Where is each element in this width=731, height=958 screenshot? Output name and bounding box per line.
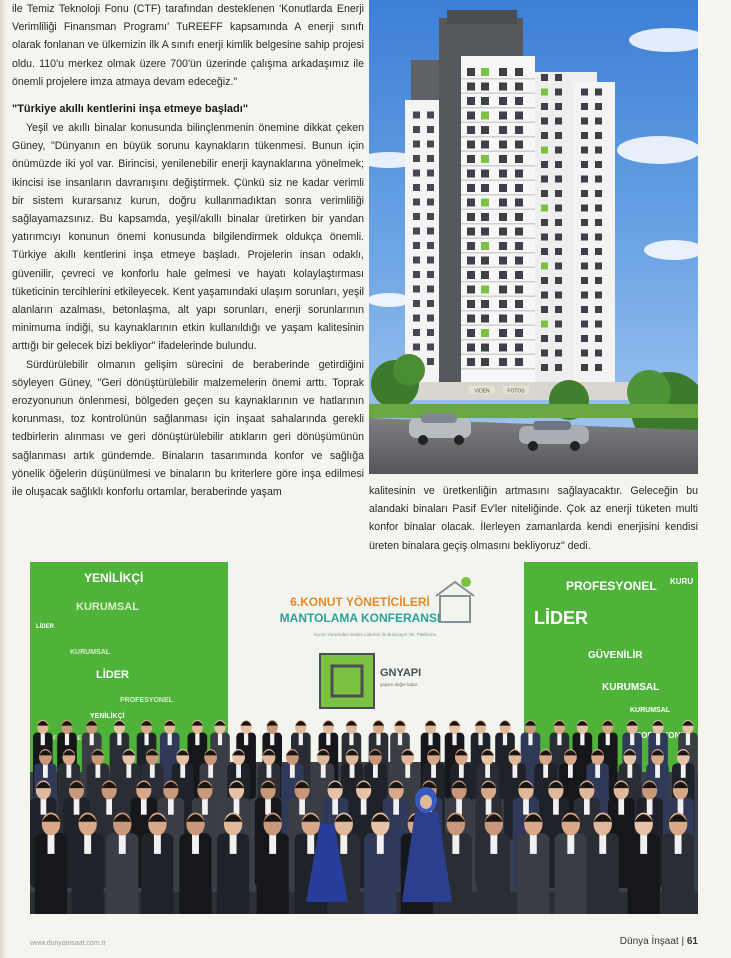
backdrop-word: LİDER: [96, 669, 129, 681]
sign-right: FOTOS: [507, 388, 525, 395]
backdrop-word: YENİLİKÇİ: [84, 571, 144, 585]
backdrop-word: KURUMSAL: [70, 649, 111, 656]
sponsor-tagline: yaşam değer katar: [380, 682, 418, 687]
footer-website: www.dunyainsaat.com.tr: [30, 940, 106, 947]
backdrop-word: PROFESYONEL: [566, 579, 657, 593]
backdrop-word: YENİLİKÇİ: [90, 713, 125, 720]
conference-group-illustration: [30, 562, 698, 914]
binding-shadow: [0, 0, 6, 958]
footer-magazine-name: Dünya İnşaat: [619, 936, 679, 947]
backdrop-word: LİDER: [36, 624, 54, 630]
paragraph-3: Sürdürülebilir olmanın gelişim sürecini de beraberinde getirdiğini söyleyen Güney, "Geri dönüştürülebilir malzemelerin önemi arttı. Toprak erozyonunun önlenmesi, bölgeden geçen su kaynaklarının ve hatlarının korunması, toz kontrolünün sağlanması için inşaat sahalarında gerekli tedbirlerin alınması ve geri dönüştürülebilir atıkların geri dönüşümünün sağlanması artık gündemde. Binaların tasarımında konfor ve sağlığa yönelik öğelerin düşünülmesi ve binaların bu kriterlere göre inşa edilmesi ile oluşacak sağlıklı konforlu ortamlar, beraberinde yaşam: [12, 358, 364, 499]
paragraph-1: ile Temiz Teknoloji Fonu (CTF) tarafından desteklenen 'Konutlarda Enerji Verimliliği Finansman Programı' TuREEFF kapsamında A enerji sınıfı olarak fonlanan ve ülkemizin ilk A sınıfı enerji kimlik belgesine sahip projesi oldu. 110'u merkez olmak üzere 700'ün üzerinde çalışma arkadaşımız ile önemli projelere imza atmaya devam edeceğiz.": [12, 3, 364, 88]
backdrop-word: KURUMSAL: [76, 601, 139, 613]
paragraph-4: kalitesinin ve üretkenliğin artmasını sağlayacaktır. Geleceğin bu alandaki binaları Pasif Ev'ler niteliğinde. Çok az enerji tüketen multi konfor binalar olacak. İlerleyen zamanlarda kendi enerjisini kendisi üreten binalara geçiş olmasını bekliyoruz" dedi.: [369, 485, 698, 552]
banner-title-line2: MANTOLAMA KONFERANSI: [279, 611, 441, 625]
banner-title-line1: 6.KONUT YÖNETİCİLERİ: [290, 595, 430, 609]
building-illustration: [369, 0, 698, 474]
article-subheading: "Türkiye akıllı kentlerini inşa etmeye başladı": [12, 103, 249, 116]
backdrop-word: KURU: [670, 577, 694, 586]
footer-page-info: Dünya İnşaat | 61: [619, 936, 698, 947]
building-photo: [369, 0, 698, 474]
backdrop-word: GÜVENİLİR: [588, 650, 643, 661]
sponsor-name: GNYAPI: [380, 667, 422, 679]
banner-subtitle: Konut Yöneticileri Sektör Liderleri ile Buluşuyor Tel. Platformu: [313, 632, 437, 637]
footer-page-number: 61: [686, 936, 698, 947]
paragraph-2: Yeşil ve akıllı binalar konusunda bilinçlenmenin önemine dikkat çeken Güney, "Dünyanın en büyük sorunu kaynakların tükenmesi. Bunun için önümüzde iki yol var. Birincisi, yenilenebilir enerji kaynaklarına yönelmek; ikincisi ise insanların davranışını değiştirmek. Çünkü siz ne kadar verimli bir sistem kurarsanız kurun, doğru kullanmadıktan sonra verimliliği sağlayamazsınız. Bu kapsamda, yeşil/akıllı binalar üretirken bir yandan yatırımcıyı konunun önemi konusunda bilgilendirmek oldukça önemli. Türkiye akıllı kentlerini inşa etmeye başladı. Projelerin insan odaklı, güvenilir, çevreci ve konforlu hale gelmesi ve hayatı kolaylaştırması tüketicinin tercihlerini etkileyecek. Kent yaşamındaki ulaşım sorunları, yeşil alanların azalması, betonlaşma, alt yapı sorunları, enerji sorunlarının minimuma indiği, su kaynaklarının etkin kullanıldığı ve yaşam kalitesinin arttığı bir gelecek bizi bekliyor" ifadelerinde bulundu.: [12, 122, 364, 353]
group-photo: [30, 562, 698, 914]
backdrop-word: LİDER: [534, 608, 588, 628]
left-text-column: [12, 0, 364, 501]
backdrop-word: KURUMSAL: [602, 682, 660, 693]
backdrop-word: PROFESYONEL: [120, 697, 173, 704]
backdrop-word: KURUMSAL: [630, 707, 671, 714]
sign-left: VIDEN: [474, 388, 490, 395]
sponsor-logo-icon: [320, 654, 374, 708]
